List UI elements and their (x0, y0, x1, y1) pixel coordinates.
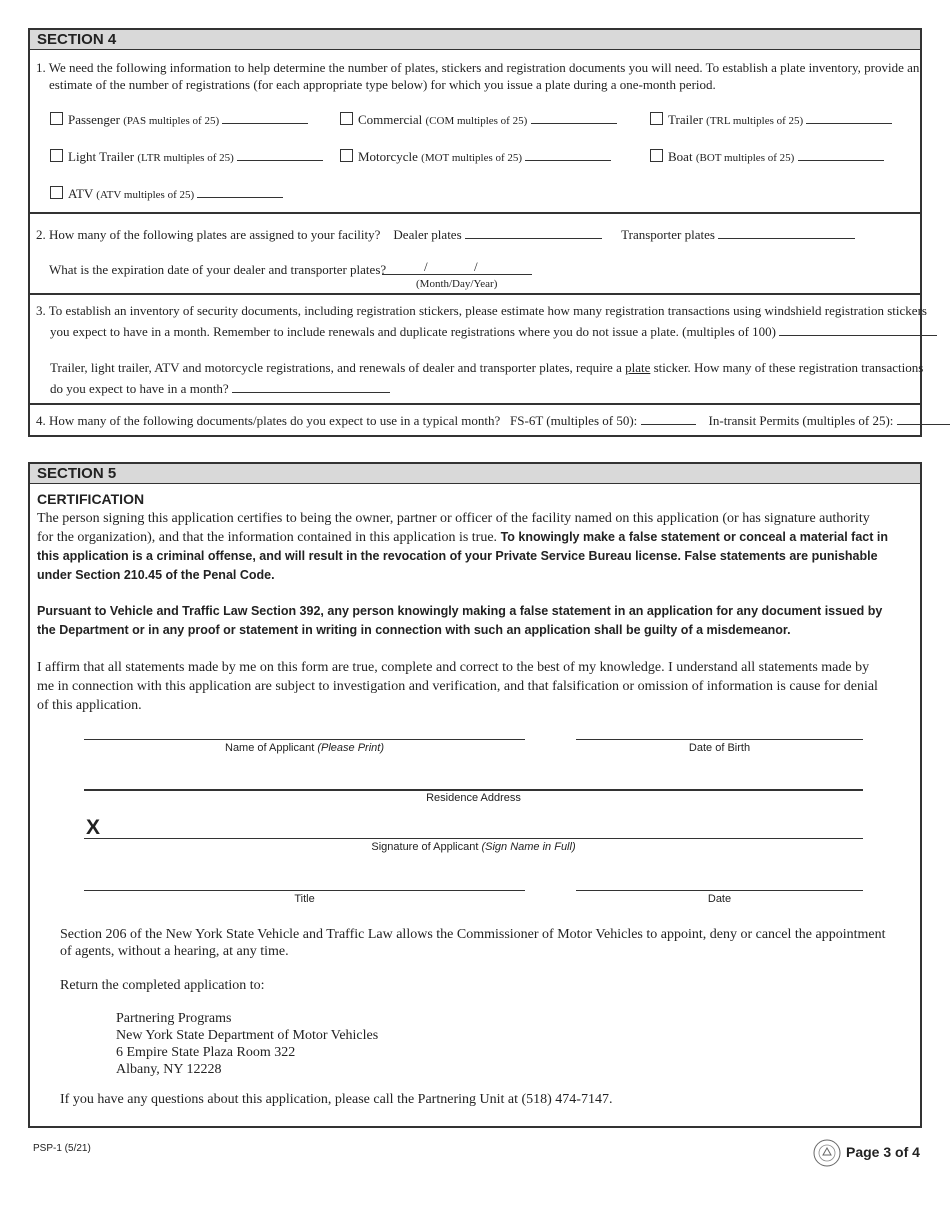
atv-count-field[interactable] (197, 185, 283, 198)
passenger-checkbox[interactable] (50, 112, 63, 125)
return-instructions: Return the completed application to: (60, 978, 265, 993)
vtl-warning: Pursuant to Vehicle and Traffic Law Section 392, any person knowingly making a false statement in an application for any document issued by the Department or in any proof or statement in writing in connection with such an application shall be guilty of a misdemeanor. (37, 604, 883, 637)
title-label: Title (294, 893, 315, 905)
date-format-hint: (Month/Day/Year) (416, 278, 498, 290)
q3-text-line4: do you expect to have in a month? (50, 379, 390, 398)
motorcycle-checkbox[interactable] (340, 149, 353, 162)
q3-text-line2: you expect to have in a month. Remember to include renewals and duplicate registrations where you do not issue a plate. (multiples of 100) (50, 322, 937, 341)
divider (30, 403, 920, 405)
light-trailer-checkbox[interactable] (50, 149, 63, 162)
residence-address-field[interactable] (84, 789, 863, 791)
form-id: PSP-1 (5/21) (33, 1143, 91, 1154)
expiration-date-field[interactable]: / / (382, 260, 532, 275)
divider (30, 293, 920, 295)
page-number: Page 3 of 4 (846, 1144, 920, 1160)
section-206-text: Section 206 of the New York State Vehicle and Traffic Law allows the Commissioner of Motor Vehicles to appoint, deny or cancel the appointment of agents, without a hearing, at any time. (60, 927, 886, 959)
contact-info: If you have any questions about this application, please call the Partnering Unit at (518) 474-7147. (60, 1092, 613, 1107)
section-5 (28, 462, 922, 1128)
boat-count-field[interactable] (798, 148, 884, 161)
section-4-header: SECTION 4 (30, 30, 920, 50)
intransit-permits-field[interactable] (897, 412, 950, 425)
plate-option-passenger[interactable]: Passenger (PAS multiples of 25) (50, 110, 308, 131)
boat-checkbox[interactable] (650, 149, 663, 162)
plate-option-boat[interactable]: Boat (BOT multiples of 25) (650, 147, 884, 168)
q1-text-line2: estimate of the number of registrations (for each appropriate type below) for which you issue a plate during a one-month period. (49, 77, 716, 92)
motorcycle-count-field[interactable] (525, 148, 611, 161)
section-4 (28, 28, 927, 437)
title-field[interactable] (84, 890, 525, 891)
section-5-header: SECTION 5 (30, 464, 920, 484)
commercial-checkbox[interactable] (340, 112, 353, 125)
dealer-plates-field[interactable] (465, 226, 602, 239)
atv-checkbox[interactable] (50, 186, 63, 199)
date-of-birth-label: Date of Birth (688, 742, 751, 754)
residence-address-label: Residence Address (426, 792, 521, 804)
plate-option-atv[interactable]: ATV (ATV multiples of 25) (50, 184, 283, 205)
passenger-count-field[interactable] (222, 111, 308, 124)
applicant-name-label: Name of Applicant (Please Print) (225, 742, 384, 754)
certification-title: CERTIFICATION (37, 491, 145, 507)
trailer-count-field[interactable] (806, 111, 892, 124)
plate-option-trailer[interactable]: Trailer (TRL multiples of 25) (650, 110, 892, 131)
date-of-birth-field[interactable] (576, 739, 863, 740)
q2-text: 2. How many of the following plates are assigned to your facility? Dealer plates Transporter plates (36, 225, 855, 244)
signature-field[interactable] (84, 838, 863, 839)
plate-option-commercial[interactable]: Commercial (COM multiples of 25) (340, 110, 617, 131)
q4-text: 4. How many of the following documents/plates do you expect to use in a typical month? FS-6T (multiples of 50): In-transit Permits (multiples of 25): (36, 411, 950, 430)
transporter-plates-field[interactable] (718, 226, 855, 239)
q1-text-line1: 1. We need the following information to help determine the number of plates, stickers and registration documents you will need. To establish a plate inventory, provide an (36, 60, 920, 75)
applicant-name-field[interactable] (84, 739, 525, 740)
windshield-sticker-field[interactable] (779, 323, 937, 336)
signature-x-mark: X (86, 816, 101, 839)
divider (30, 212, 920, 214)
commercial-count-field[interactable] (531, 111, 617, 124)
plate-sticker-field[interactable] (232, 380, 390, 393)
trailer-checkbox[interactable] (650, 112, 663, 125)
signature-label: Signature of Applicant (Sign Name in Full) (371, 841, 576, 853)
affirmation-text: I affirm that all statements made by me on this form are true, complete and correct to the best of my knowledge. I understand all statements made by me in connection with this application are subject to investigation and verification, and that falsification or omission of information is cause for denial of this application. (37, 660, 878, 713)
q3-text-line1: 3. To establish an inventory of security documents, including registration stickers, please estimate how many registration transactions using windshield registration stickers (36, 303, 927, 318)
q3-text-line3: Trailer, light trailer, ATV and motorcycle registrations, and renewals of dealer and transporter plates, require a plate sticker. How many of these registration transactions (50, 360, 924, 375)
plate-option-motorcycle[interactable]: Motorcycle (MOT multiples of 25) (340, 147, 611, 168)
mailing-address: Partnering Programs New York State Department of Motor Vehicles 6 Empire State Plaza Room 322 Albany, NY 12228 (116, 1011, 379, 1077)
plate-option-light-trailer[interactable]: Light Trailer (LTR multiples of 25) (50, 147, 323, 168)
certification-text: The person signing this application certifies to being the owner, partner or officer of the facility named on this application (or has signature authority for the organization), and that the information contained in this application is true. To knowingly make a false statement or conceal a material fact in this application is a criminal offense, and will result in the revocation of your Private Service Bureau license. False statements are punishable under Section 210.45 of the Penal Code. (37, 511, 888, 582)
date-label: Date (707, 893, 732, 905)
fs6t-field[interactable] (641, 412, 696, 425)
date-field[interactable] (576, 890, 863, 891)
light-trailer-count-field[interactable] (237, 148, 323, 161)
q2-expiration-text: What is the expiration date of your dealer and transporter plates? (49, 262, 387, 277)
recycle-seal-icon (812, 1138, 842, 1168)
